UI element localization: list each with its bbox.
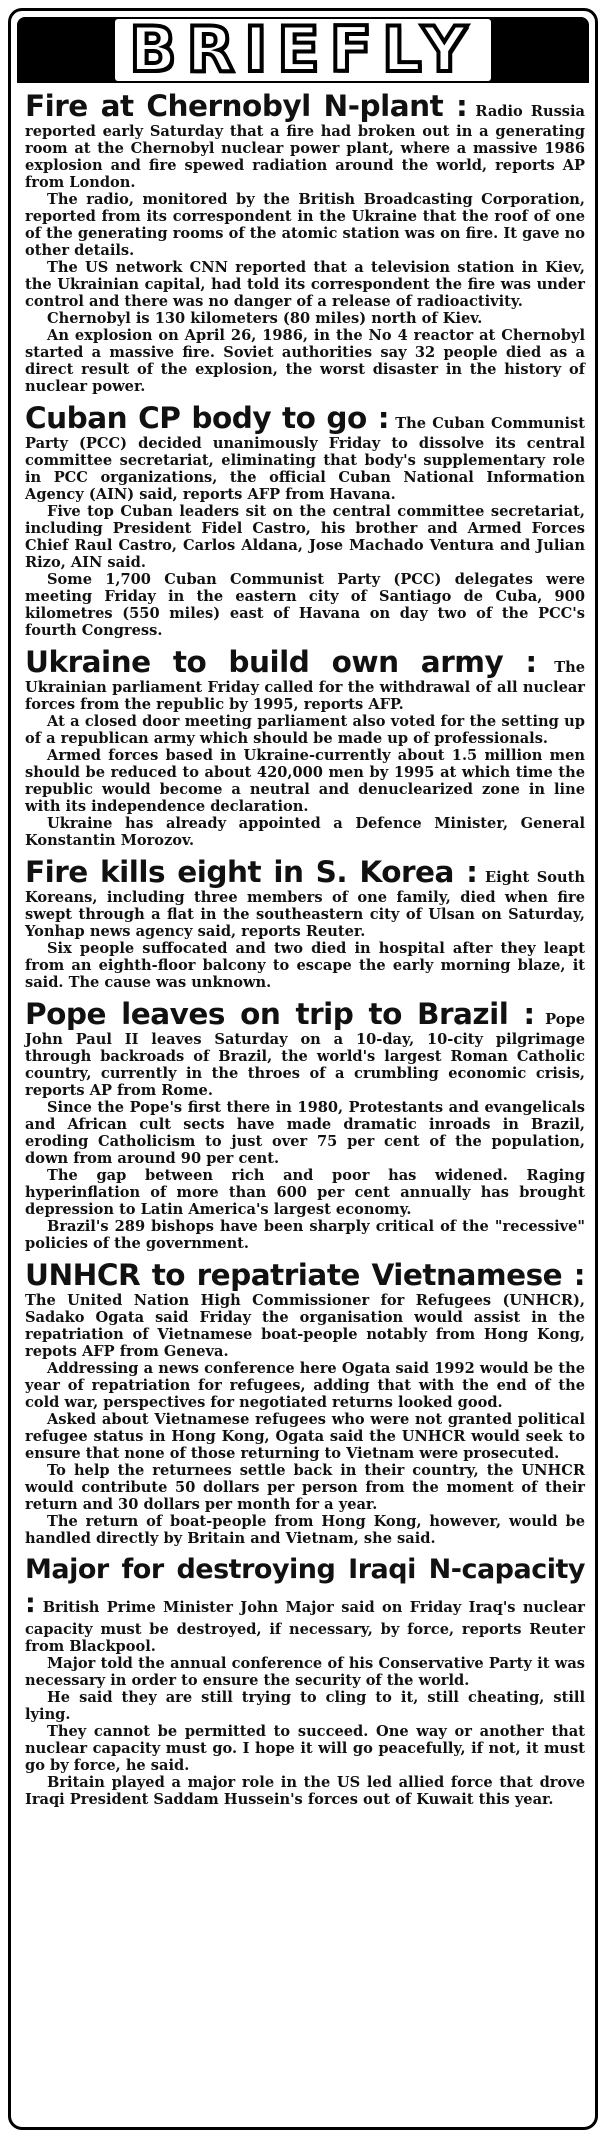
story-headline: Fire at Chernobyl N-plant : — [25, 89, 468, 123]
story-headline: UNHCR to repatriate Vietnamese : — [25, 1258, 585, 1292]
story-unhcr-vietnamese — [25, 1258, 585, 1547]
story-paragraph: Britain played a major role in the US led allied force that drove Iraqi President Saddam Hussein's forces out of Kuwait this year. — [25, 1774, 585, 1808]
story-paragraph: At a closed door meeting parliament also voted for the setting up of a republican army which should be made up of professionals. — [25, 713, 585, 747]
story-lead: Eight South Koreans, including three members of one family, died when fire swept through a flat in the southeastern city of Ulsan on Saturday, Yonhap news agency said, reports Reuter. — [25, 869, 585, 940]
newspaper-column — [8, 8, 598, 2130]
story-headline: Fire kills eight in S. Korea : — [25, 855, 478, 889]
story-paragraph: Chernobyl is 130 kilometers (80 miles) north of Kiev. — [47, 310, 483, 327]
story-headline: Ukraine to build own army : — [25, 645, 537, 679]
story-paragraph: To help the returnees settle back in their country, the UNHCR would contribute 50 dollars per person from the moment of their return and 30 dollars per month for a year. — [25, 1462, 585, 1513]
story-paragraph: The return of boat-people from Hong Kong, however, would be handled directly by Britain and Vietnam, she said. — [25, 1513, 585, 1547]
story-paragraph: They cannot be permitted to succeed. One way or another that nuclear capacity must go. I hope it will go peacefully, if not, it must go by force, he said. — [25, 1723, 585, 1774]
story-cuban-cp — [25, 401, 585, 639]
story-pope-brazil — [25, 997, 585, 1252]
story-paragraph: He said they are still trying to cling to it, still cheating, still lying. — [25, 1689, 585, 1723]
story-paragraph: Some 1,700 Cuban Communist Party (PCC) delegates were meeting Friday in the eastern city of Santiago de Cuba, 900 kilometres (550 miles) east of Havana on day two of the PCC's fourth Congress. — [25, 571, 585, 639]
story-paragraph: The US network CNN reported that a television station in Kiev, the Ukrainian capital, had told its correspondent the fire was under control and there was no danger of a release of radioactivity. — [25, 259, 585, 310]
story-lead: The Ukrainian parliament Friday called for the withdrawal of all nuclear forces from the republic by 1995, reports AFP. — [25, 659, 585, 713]
story-paragraph: Six people suffocated and two died in hospital after they leapt from an eighth-floor balcony to escape the early morning blaze, it said. The cause was unknown. — [25, 940, 585, 991]
story-lead: British Prime Minister John Major said on Friday Iraq's nuclear capacity must be destroyed, if necessary, by force, reports Reuter from Blackpool. — [25, 1599, 585, 1655]
story-paragraph: The gap between rich and poor has widened. Raging hyperinflation of more than 600 per cent annually has brought depression to Latin America's largest economy. — [25, 1167, 585, 1218]
story-paragraph: Major told the annual conference of his Conservative Party it was necessary in order to ensure the security of the world. — [25, 1655, 585, 1689]
story-paragraph: Armed forces based in Ukraine-currently about 1.5 million men should be reduced to about 420,000 men by 1995 at which time the republic would become a neutral and denuclearized zone in line with its independence declaration. — [25, 747, 585, 815]
story-lead: Pope John Paul II leaves Saturday on a 10-day, 10-city pilgrimage through backroads of Brazil, the world's largest Roman Catholic country, currently in the throes of a crumbling economic crisis, reports AP from Rome. — [25, 1011, 585, 1099]
story-paragraph: Since the Pope's first there in 1980, Protestants and evangelicals and African cult sects have made dramatic inroads in Brazil, eroding Catholicism to just over 75 per cent of the population, down from around 90 per cent. — [25, 1099, 585, 1167]
story-major-iraq — [25, 1553, 585, 1808]
story-paragraph: An explosion on April 26, 1986, in the No 4 reactor at Chernobyl started a massive fire. Soviet authorities say 32 people died as a direct result of the explosion, the worst disaster in the history of nuclear power. — [25, 327, 585, 395]
story-headline: Cuban CP body to go : — [25, 401, 389, 435]
masthead-banner — [17, 13, 589, 86]
story-korea-fire — [25, 855, 585, 991]
story-lead: Radio Russia reported early Saturday that a fire had broken out in a generating room at the Chernobyl nuclear power plant, where a massive 1986 explosion and fire spewed radiation around the world, reports AP from London. — [25, 103, 586, 191]
story-lead: The United Nation High Commissioner for Refugees (UNHCR), Sadako Ogata said Friday the organisation would assist in the repatriation of Vietnamese boat-people notably from Hong Kong, repots AFP from Geneva. — [25, 1292, 585, 1360]
masthead-title: BRIEFLY — [129, 13, 477, 86]
story-paragraph: Five top Cuban leaders sit on the central committee secretariat, including President Fidel Castro, his brother and Armed Forces Chief Raul Castro, Carlos Aldana, Jose Machado Ventura and Julian Rizo, AIN said. — [25, 503, 585, 571]
story-lead: The Cuban Communist Party (PCC) decided unanimously Friday to dissolve its central committee secretariat, eliminating that body's supplementary role in PCC organizations, the official Cuban National Information Agency (AIN) said, reports AFP from Havana. — [25, 415, 585, 503]
story-paragraph: Asked about Vietnamese refugees who were not granted political refugee status in Hong Kong, Ogata said the UNHCR would seek to ensure that none of those returning to Vietnam were prosecuted. — [25, 1411, 585, 1462]
story-headline: Pope leaves on trip to Brazil : — [25, 997, 535, 1031]
story-paragraph: Brazil's 289 bishops have been sharply critical of the "recessive" policies of the government. — [25, 1218, 585, 1252]
story-chernobyl — [25, 89, 585, 395]
story-headline: Major for destroying Iraqi N-capacity : — [25, 1554, 585, 1619]
story-ukraine-army — [25, 645, 585, 849]
story-paragraph: Ukraine has already appointed a Defence Minister, General Konstantin Morozov. — [25, 815, 585, 849]
story-paragraph: Addressing a news conference here Ogata said 1992 would be the year of repatriation for refugees, adding that with the end of the cold war, perspectives for negotiated returns looked good. — [25, 1360, 585, 1411]
story-paragraph: The radio, monitored by the British Broadcasting Corporation, reported from its correspondent in the Ukraine that the roof of one of the generating rooms of the atomic station was on fire. It gave no other details. — [25, 191, 585, 259]
